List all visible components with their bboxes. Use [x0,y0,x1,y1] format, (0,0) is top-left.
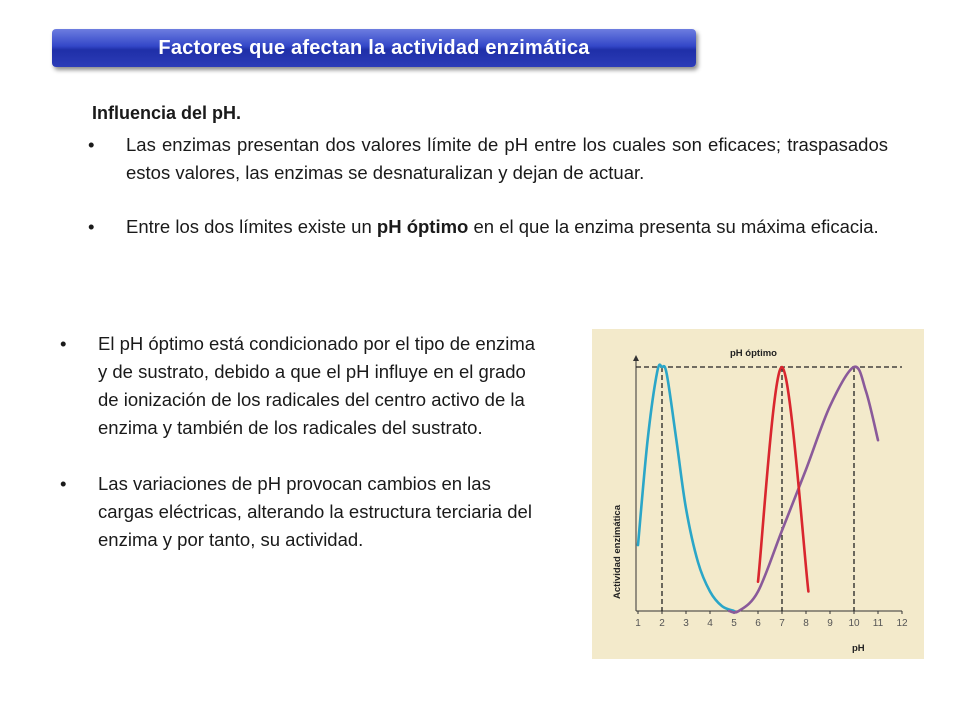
text-run: Las enzimas presentan dos valores límite de pH entre los cuales son eficaces; traspasados estos valores, las enzimas se desnaturalizan y dejan de actuar. [126,134,888,183]
x-tick-label: 11 [872,618,884,629]
x-tick-label: 3 [683,618,689,629]
x-tick-label: 9 [827,618,833,629]
x-tick-label: 1 [635,618,641,629]
ph-activity-chart [592,329,924,659]
bullet-item: • El pH óptimo está condicionado por el tipo de enzima y de sustrato, debido a que el pH influye en el grado de ionización de los radicales del centro activo de la enzima y también de los radicales del sustrato. [60,330,548,442]
chart-svg [592,329,924,659]
title-banner [52,29,696,67]
x-tick-label: 4 [707,618,713,629]
slide-title: Factores que afectan la actividad enzimática [158,36,590,59]
blue-activity-curve [638,365,734,611]
x-tick-label: 5 [731,618,737,629]
top-bullet-list [88,131,888,241]
bold-term: pH óptimo [376,216,469,237]
left-bullet-list [60,330,548,554]
x-tick-label: 7 [779,618,785,629]
x-tick-label: 12 [896,618,908,629]
x-tick-label: 10 [848,618,860,629]
x-tick-label: 8 [803,618,809,629]
x-tick-label: 2 [659,618,665,629]
y-axis-arrow [633,355,639,361]
text-run: Entre los dos límites existe un [126,216,377,237]
x-tick-label: 6 [755,618,761,629]
bullet-item: • Las variaciones de pH provocan cambios en las cargas eléctricas, alterando la estructura terciaria del enzima y por tanto, su actividad. [60,470,548,554]
purple-activity-curve [729,367,878,613]
x-axis-label: pH [852,643,865,654]
bullet-item [88,131,888,186]
bullet-item [88,213,888,241]
section-title: Influencia del pH. [92,103,242,123]
chart-title: pH óptimo [730,348,777,359]
y-axis-label: Actividad enzimática [612,505,623,599]
text-run: en el que la enzima presenta su máxima eficacia. [468,216,879,237]
